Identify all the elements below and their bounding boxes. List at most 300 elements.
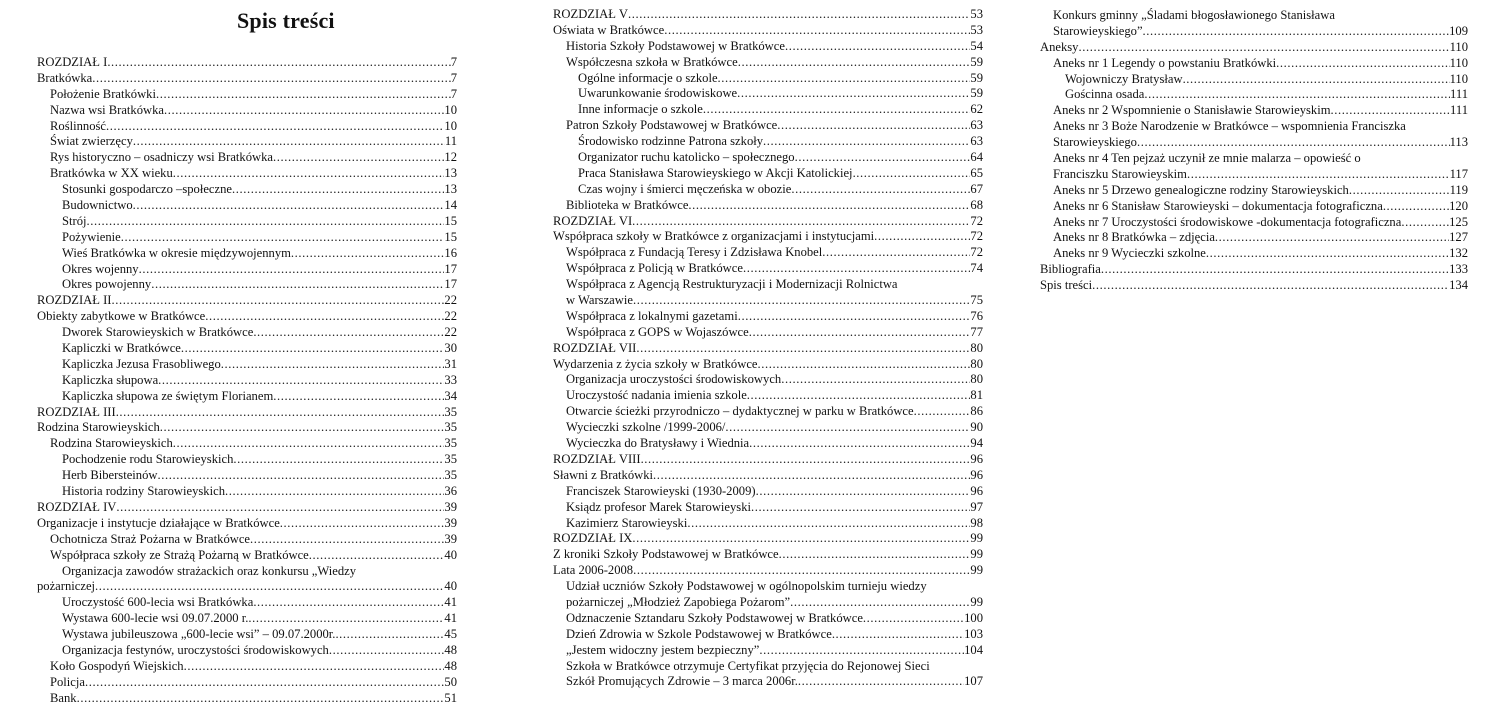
- toc-list: [1040, 8, 1468, 294]
- toc-entry-page-number: 39: [444, 515, 457, 530]
- dot-leader: [749, 436, 970, 452]
- toc-entry-page-number: 104: [964, 642, 983, 657]
- toc-entry-page-number: 13: [444, 182, 457, 197]
- dot-leader: [832, 627, 964, 643]
- toc-entry-page-number: 110: [1449, 71, 1468, 86]
- toc-entry: [37, 150, 457, 166]
- toc-entry-page-number: 72: [970, 245, 983, 260]
- dot-leader: [1187, 167, 1450, 183]
- dot-leader: [173, 436, 445, 452]
- toc-entry-title: Wojowniczy Bratysław: [1065, 71, 1183, 86]
- toc-entry-page-number: 16: [444, 245, 457, 260]
- dot-leader: [205, 309, 444, 325]
- dot-leader: [653, 468, 970, 484]
- toc-entry-page-number: 107: [964, 674, 983, 689]
- toc-entry: [37, 484, 457, 500]
- dot-leader: [158, 373, 444, 389]
- toc-entry: [37, 309, 457, 325]
- dot-leader: [280, 516, 445, 532]
- toc-entry-page-number: 133: [1449, 262, 1468, 277]
- toc-entry: [1040, 167, 1468, 183]
- toc-entry-page-number: 30: [444, 341, 457, 356]
- toc-entry-title: Starowieyskiego: [1053, 135, 1137, 150]
- toc-entry: [37, 262, 457, 278]
- toc-entry: [553, 341, 983, 357]
- toc-entry: [553, 659, 983, 675]
- toc-entry-page-number: 45: [444, 627, 457, 642]
- toc-entry: [553, 388, 983, 404]
- toc-entry-title: „Jestem widoczny jestem bezpieczny”: [566, 642, 760, 657]
- toc-entry: [553, 261, 983, 277]
- toc-entry: [37, 55, 457, 71]
- toc-entry-title: Rodzina Starowieyskich: [50, 436, 173, 451]
- toc-entry-title: Środowisko rodzinne Patrona szkoły: [578, 134, 764, 149]
- dot-leader: [133, 198, 445, 214]
- toc-entry: [37, 119, 457, 135]
- toc-entry: [553, 86, 983, 102]
- toc-entry-title: Patron Szkoły Podstawowej w Bratkówce: [566, 118, 778, 133]
- toc-entry-page-number: 72: [970, 213, 983, 228]
- dot-leader: [160, 420, 445, 436]
- toc-entry-title: Szkoła w Bratkówce otrzymuje Certyfikat przyjęcia do Rejonowej Sieci: [566, 658, 930, 673]
- dot-leader: [273, 150, 444, 166]
- dot-leader: [1078, 40, 1449, 56]
- toc-entry: [37, 691, 457, 707]
- toc-entry-title: Aneks nr 9 Wycieczki szkolne: [1053, 246, 1206, 261]
- toc-entry-page-number: 7: [450, 86, 457, 101]
- toc-entry: [553, 277, 983, 293]
- toc-entry: [553, 7, 983, 23]
- toc-entry-title: ROZDZIAŁ VI: [553, 213, 633, 228]
- toc-entry-page-number: 65: [970, 165, 983, 180]
- toc-entry-title: Rodzina Starowieyskich: [37, 420, 160, 435]
- toc-entry: [553, 309, 983, 325]
- toc-entry-page-number: 63: [970, 118, 983, 133]
- toc-entry-title: Spis treści: [1040, 278, 1093, 293]
- toc-entry-page-number: 81: [970, 388, 983, 403]
- toc-entry-title: Szkół Promujących Zdrowie – 3 marca 2006r.: [566, 674, 798, 689]
- toc-entry: [553, 229, 983, 245]
- dot-leader: [309, 548, 445, 564]
- toc-entry: [553, 372, 983, 388]
- toc-entry-page-number: 80: [970, 356, 983, 371]
- toc-entry: [553, 166, 983, 182]
- toc-entry-title: Wycieczki szkolne /1999-2006/: [566, 420, 726, 435]
- toc-entry-title: Współpraca szkoły ze Strażą Pożarną w Bratkówce: [50, 547, 309, 562]
- toc-entry-page-number: 75: [970, 293, 983, 308]
- toc-entry-page-number: 96: [970, 451, 983, 466]
- toc-entry-title: pożarniczej: [37, 579, 96, 594]
- toc-entry-page-number: 103: [964, 626, 983, 641]
- dot-leader: [781, 372, 970, 388]
- toc-entry-page-number: 64: [970, 150, 983, 165]
- toc-entry-title: Pożywienie: [62, 229, 121, 244]
- toc-entry-page-number: 134: [1449, 278, 1468, 293]
- toc-entry-title: Otwarcie ścieżki przyrodniczo – dydaktycznej w parku w Bratkówce: [566, 404, 914, 419]
- toc-entry-title: Aneks nr 2 Wspomnienie o Stanisławie Starowieyskim: [1053, 103, 1331, 118]
- dot-leader: [92, 71, 450, 87]
- toc-entry-page-number: 13: [444, 166, 457, 181]
- toc-entry-page-number: 125: [1449, 214, 1468, 229]
- dot-leader: [703, 102, 971, 118]
- dot-leader: [77, 691, 445, 707]
- dot-leader: [632, 531, 970, 547]
- toc-entry: [553, 325, 983, 341]
- toc-entry-title: Biblioteka w Bratkówce: [566, 197, 689, 212]
- toc-entry-title: Świat zwierzęcy: [50, 134, 133, 149]
- toc-entry-page-number: 14: [444, 198, 457, 213]
- dot-leader: [291, 246, 444, 262]
- toc-entry-title: Praca Stanisława Starowieyskiego w Akcji Katolickiej: [578, 165, 853, 180]
- dot-leader: [777, 118, 970, 134]
- toc-entry: [553, 71, 983, 87]
- dot-leader: [632, 214, 970, 230]
- toc-entry: [1040, 230, 1468, 246]
- toc-entry-page-number: 59: [970, 70, 983, 85]
- dot-leader: [738, 309, 971, 325]
- toc-entry-page-number: 35: [444, 468, 457, 483]
- toc-entry: [553, 611, 983, 627]
- toc-entry-title: Bank: [50, 690, 77, 705]
- toc-entry: [553, 547, 983, 563]
- toc-entry: [37, 420, 457, 436]
- toc-entry-page-number: 96: [970, 483, 983, 498]
- toc-entry-title: ROZDZIAŁ VIII: [553, 451, 641, 466]
- toc-entry-title: Nazwa wsi Bratkówka: [50, 102, 165, 117]
- toc-entry-title: Ochotnicza Straż Pożarna w Bratkówce: [50, 531, 251, 546]
- dot-leader: [221, 357, 445, 373]
- dot-leader: [853, 166, 971, 182]
- toc-entry-title: Franciszku Starowieyskim: [1053, 166, 1187, 181]
- toc-entry-title: pożarniczej „Młodzież Zapobiega Pożarom”: [566, 594, 791, 609]
- dot-leader: [779, 547, 971, 563]
- dot-leader: [253, 595, 444, 611]
- toc-entry-page-number: 41: [444, 595, 457, 610]
- toc-entry: [553, 357, 983, 373]
- toc-entry: [37, 293, 457, 309]
- toc-entry-title: Udział uczniów Szkoły Podstawowej w ogólnopolskim turnieju wiedzy: [566, 579, 927, 594]
- toc-entry-page-number: 68: [970, 197, 983, 212]
- dot-leader: [248, 611, 444, 627]
- dot-leader: [1383, 199, 1449, 215]
- toc-entry-page-number: 76: [970, 308, 983, 323]
- toc-entry-title: ROZDZIAŁ I: [37, 55, 108, 69]
- dot-leader: [763, 134, 970, 150]
- dot-leader: [863, 611, 964, 627]
- toc-entry: [553, 134, 983, 150]
- toc-entry-title: Bratkówka w XX wieku: [50, 166, 173, 181]
- toc-entry-title: Organizacja festynów, uroczystości środowiskowych: [62, 642, 329, 657]
- dot-leader: [759, 643, 964, 659]
- dot-leader: [116, 500, 444, 516]
- toc-entry-page-number: 54: [970, 38, 983, 53]
- toc-entry-page-number: 96: [970, 467, 983, 482]
- dot-leader: [636, 341, 970, 357]
- toc-entry: [37, 500, 457, 516]
- toc-entry-page-number: 53: [970, 22, 983, 37]
- dot-leader: [718, 71, 971, 87]
- toc-entry-page-number: 39: [444, 499, 457, 514]
- dot-leader: [107, 55, 450, 71]
- toc-entry: [1040, 183, 1468, 199]
- toc-entry: [37, 277, 457, 293]
- toc-entry: [553, 468, 983, 484]
- toc-entry-page-number: 59: [970, 86, 983, 101]
- dot-leader: [791, 182, 970, 198]
- toc-entry-title: Aneks nr 3 Boże Narodzenie w Bratkówce – wspomnienia Franciszka: [1053, 119, 1406, 134]
- toc-entry-title: Wieś Bratkówka w okresie międzywojennym: [62, 245, 291, 260]
- toc-entry: [1040, 278, 1468, 294]
- dot-leader: [95, 579, 444, 595]
- toc-entry: [1040, 199, 1468, 215]
- toc-entry-page-number: 80: [970, 340, 983, 355]
- toc-entry: [1040, 87, 1468, 103]
- dot-leader: [106, 119, 444, 135]
- toc-entry: [553, 293, 983, 309]
- dot-leader: [1092, 278, 1449, 294]
- dot-leader: [181, 341, 445, 357]
- dot-leader: [151, 277, 444, 293]
- toc-entry-title: Współpraca z Agencją Restrukturyzacji i Modernizacji Rolnictwa: [566, 277, 898, 292]
- toc-list: [553, 7, 983, 690]
- toc-entry-title: w Warszawie: [566, 293, 633, 308]
- toc-entry-title: Współpraca z Policją w Bratkówce: [566, 261, 743, 276]
- toc-entry-title: Organizator ruchu katolicko – społecznego: [578, 150, 795, 165]
- toc-entry-page-number: 99: [970, 594, 983, 609]
- dot-leader: [725, 420, 970, 436]
- toc-entry-page-number: 48: [444, 658, 457, 673]
- dot-leader: [738, 55, 971, 71]
- dot-leader: [737, 86, 970, 102]
- dot-leader: [156, 87, 451, 103]
- toc-entry-page-number: 80: [970, 372, 983, 387]
- toc-entry: [553, 23, 983, 39]
- toc-entry: [37, 548, 457, 564]
- toc-entry-page-number: 97: [970, 499, 983, 514]
- toc-entry-title: ROZDZIAŁ V: [553, 7, 628, 21]
- toc-entry-title: Historia Szkoły Podstawowej w Bratkówce: [566, 38, 785, 53]
- toc-entry-page-number: 109: [1449, 23, 1468, 38]
- toc-entry-title: Kapliczki w Bratkówce: [62, 341, 181, 356]
- toc-entry-title: Uroczystość 600-lecia wsi Bratkówka: [62, 595, 254, 610]
- toc-entry-page-number: 117: [1449, 166, 1468, 181]
- toc-entry: [553, 674, 983, 690]
- toc-entry-page-number: 51: [444, 690, 457, 705]
- toc-entry: [1040, 215, 1468, 231]
- toc-entry: [553, 643, 983, 659]
- toc-entry-title: Pochodzenie rodu Starowieyskich: [62, 452, 234, 467]
- toc-entry: [1040, 119, 1468, 135]
- dot-leader: [121, 230, 445, 246]
- dot-leader: [1401, 215, 1449, 231]
- toc-entry: [37, 166, 457, 182]
- toc-entry: [553, 150, 983, 166]
- dot-leader: [133, 134, 445, 150]
- dot-leader: [914, 404, 971, 420]
- toc-entry-title: Organizacja uroczystości środowiskowych: [566, 372, 782, 387]
- toc-entry-page-number: 53: [970, 7, 983, 21]
- dot-leader: [139, 262, 445, 278]
- toc-entry-page-number: 99: [970, 547, 983, 562]
- toc-entry: [1040, 8, 1468, 24]
- toc-entry: [37, 325, 457, 341]
- dot-leader: [743, 261, 970, 277]
- toc-entry: [37, 71, 457, 87]
- toc-entry-page-number: 127: [1449, 230, 1468, 245]
- toc-entry-title: Koło Gospodyń Wiejskich: [50, 658, 184, 673]
- toc-entry-page-number: 132: [1449, 246, 1468, 261]
- toc-entry-page-number: 10: [444, 118, 457, 133]
- dot-leader: [1349, 183, 1450, 199]
- dot-leader: [688, 198, 970, 214]
- toc-entry-page-number: 11: [444, 134, 457, 149]
- toc-entry-title: Inne informacje o szkole: [578, 102, 703, 117]
- dot-leader: [335, 627, 444, 643]
- toc-entry-title: Dzień Zdrowia w Szkole Podstawowej w Bratkówce: [566, 626, 832, 641]
- toc-entry-title: ROZDZIAŁ IV: [37, 499, 117, 514]
- toc-entry: [37, 579, 457, 595]
- toc-entry: [37, 230, 457, 246]
- toc-entry-title: Aneks nr 4 Ten pejzaż uczynił ze mnie malarza – opowieść o: [1053, 151, 1361, 166]
- toc-entry: [553, 579, 983, 595]
- toc-entry-title: Oświata w Bratkówce: [553, 22, 665, 37]
- toc-entry-title: Organizacje i instytucje działające w Bratkówce: [37, 515, 280, 530]
- toc-entry-page-number: 12: [444, 150, 457, 165]
- dot-leader: [329, 643, 445, 659]
- toc-entry: [553, 39, 983, 55]
- toc-entry-page-number: 34: [444, 388, 457, 403]
- toc-entry-page-number: 99: [970, 563, 983, 578]
- toc-entry-title: Aneks nr 1 Legendy o powstaniu Bratkówki: [1053, 55, 1277, 70]
- dot-leader: [253, 325, 444, 341]
- toc-entry-page-number: 35: [444, 420, 457, 435]
- dot-leader: [1137, 135, 1450, 151]
- toc-entry-page-number: 120: [1449, 198, 1468, 213]
- dot-leader: [749, 325, 971, 341]
- toc-entry-title: Sławni z Bratkówki: [553, 467, 654, 482]
- toc-entry: [1040, 40, 1468, 56]
- toc-entry-page-number: 111: [1450, 103, 1468, 118]
- toc-entry: [1040, 246, 1468, 262]
- toc-entry: [37, 373, 457, 389]
- dot-leader: [798, 674, 964, 690]
- toc-entry-title: Stosunki gospodarczo –społeczne: [62, 182, 232, 197]
- dot-leader: [751, 500, 970, 516]
- dot-leader: [1331, 103, 1451, 119]
- toc-entry-page-number: 50: [444, 674, 457, 689]
- toc-entry: [553, 627, 983, 643]
- toc-entry-title: Budownictwo: [62, 198, 133, 213]
- toc-entry-page-number: 48: [444, 642, 457, 657]
- toc-list: [37, 55, 457, 707]
- toc-entry: [553, 55, 983, 71]
- toc-entry-title: Starowieyskiego”: [1053, 23, 1143, 38]
- dot-leader: [85, 675, 444, 691]
- toc-entry: [37, 405, 457, 421]
- toc-entry-page-number: 35: [444, 452, 457, 467]
- toc-entry-page-number: 40: [444, 547, 457, 562]
- toc-entry-title: Współczesna szkoła w Bratkówce: [566, 54, 738, 69]
- dot-leader: [785, 39, 970, 55]
- toc-entry-title: Kapliczka słupowa: [62, 372, 159, 387]
- toc-entry: [37, 564, 457, 580]
- toc-entry-page-number: 7: [450, 55, 457, 69]
- toc-entry: [553, 404, 983, 420]
- toc-entry-page-number: 40: [444, 579, 457, 594]
- toc-entry: [37, 611, 457, 627]
- toc-entry-page-number: 10: [444, 102, 457, 117]
- toc-entry-page-number: 36: [444, 484, 457, 499]
- toc-entry-title: Wycieczka do Bratysławy i Wiednia: [566, 436, 750, 451]
- toc-entry-title: Bratkówka: [37, 70, 93, 85]
- toc-entry: [553, 531, 983, 547]
- dot-leader: [184, 659, 445, 675]
- toc-entry: [553, 198, 983, 214]
- toc-entry: [553, 484, 983, 500]
- dot-leader: [250, 532, 444, 548]
- dot-leader: [628, 7, 970, 23]
- toc-entry: [1040, 72, 1468, 88]
- toc-entry-title: Współpraca z lokalnymi gazetami: [566, 308, 738, 323]
- toc-entry-page-number: 22: [444, 325, 457, 340]
- toc-entry-title: ROZDZIAŁ IX: [553, 531, 633, 546]
- toc-entry-title: Ogólne informacje o szkole: [578, 70, 718, 85]
- toc-entry: [37, 357, 457, 373]
- toc-entry-title: Bibliografia: [1040, 262, 1101, 277]
- dot-leader: [1206, 246, 1449, 262]
- dot-leader: [1101, 262, 1449, 278]
- dot-leader: [795, 150, 971, 166]
- toc-entry-title: Położenie Bratkówki: [50, 86, 156, 101]
- dot-leader: [822, 245, 970, 261]
- toc-entry: [553, 563, 983, 579]
- toc-entry-title: Aneks nr 5 Drzewo genealogiczne rodziny Starowieyskich: [1053, 182, 1349, 197]
- toc-entry: [37, 436, 457, 452]
- toc-entry-title: Wystawa 600-lecie wsi 09.07.2000 r.: [62, 611, 249, 626]
- toc-entry-title: ROZDZIAŁ VII: [553, 340, 637, 355]
- dot-leader: [633, 293, 970, 309]
- toc-entry: [1040, 56, 1468, 72]
- toc-entry: [37, 341, 457, 357]
- dot-leader: [874, 229, 970, 245]
- toc-entry: [37, 675, 457, 691]
- toc-entry-title: Historia rodziny Starowieyskich: [62, 484, 225, 499]
- dot-leader: [225, 484, 444, 500]
- toc-entry-page-number: 22: [444, 309, 457, 324]
- toc-entry-title: Obiekty zabytkowe w Bratkówce: [37, 309, 206, 324]
- toc-entry: [553, 118, 983, 134]
- toc-entry: [37, 246, 457, 262]
- toc-entry-page-number: 15: [444, 229, 457, 244]
- toc-entry-page-number: 100: [964, 610, 983, 625]
- dot-leader: [756, 484, 971, 500]
- toc-entry-title: Współpraca z Fundacją Teresy i Zdzisława Knobel: [566, 245, 823, 260]
- toc-entry: [553, 516, 983, 532]
- toc-entry-title: Odznaczenie Sztandaru Szkoły Podstawowej w Bratkówce: [566, 610, 863, 625]
- dot-leader: [664, 23, 970, 39]
- toc-entry-title: Ksiądz profesor Marek Starowieyski: [566, 499, 752, 514]
- toc-entry-page-number: 90: [970, 420, 983, 435]
- toc-entry: [553, 436, 983, 452]
- dot-leader: [1143, 24, 1450, 40]
- toc-entry: [553, 452, 983, 468]
- toc-entry-page-number: 31: [444, 356, 457, 371]
- toc-entry: [1040, 103, 1468, 119]
- toc-entry-title: Herb Bibersteinów: [62, 468, 158, 483]
- toc-entry-page-number: 77: [970, 324, 983, 339]
- dot-leader: [641, 452, 971, 468]
- toc-entry-page-number: 35: [444, 404, 457, 419]
